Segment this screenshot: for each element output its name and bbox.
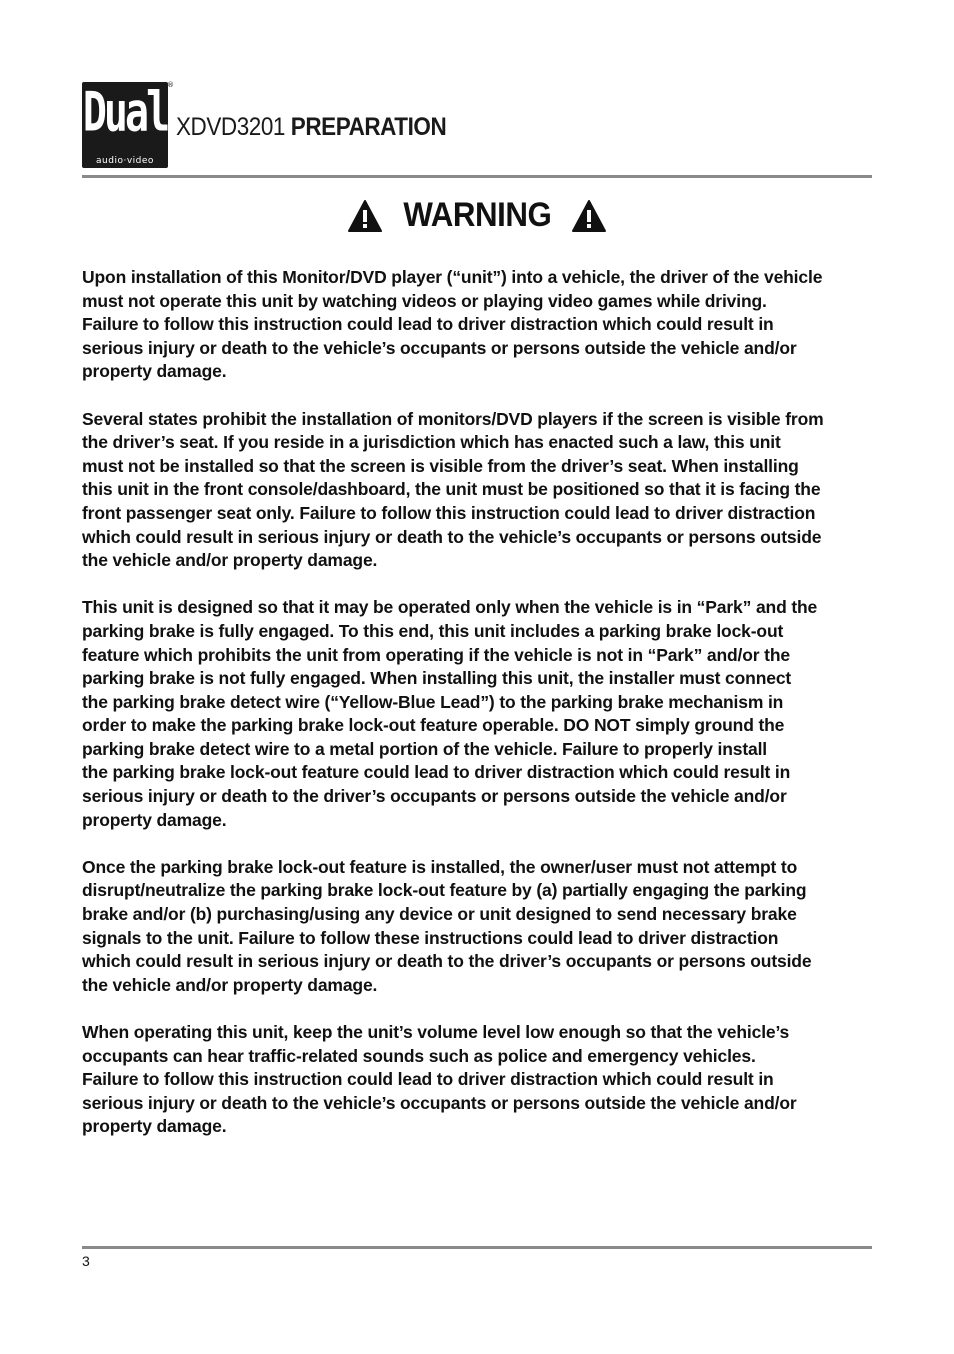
warning-paragraph [82, 408, 874, 573]
paragraph-line: Once the parking brake lock-out feature is installed, the owner/user must not attempt to [82, 856, 798, 877]
dual-logo [82, 82, 168, 168]
paragraph-line: brake and/or (b) purchasing/using any device or unit designed to send necessary brake [82, 904, 797, 925]
paragraph-line: order to make the parking brake lock-out feature operable. DO NOT simply ground the [82, 715, 785, 736]
paragraph-line: the parking brake lock-out feature could lead to driver distraction which could result in [82, 762, 791, 783]
paragraph-line: property damage. [82, 361, 227, 382]
paragraph-line: the driver’s seat. If you reside in a jurisdiction which has enacted such a law, this unit [82, 432, 781, 453]
warning-paragraph [82, 596, 874, 832]
paragraph-line: front passenger seat only. Failure to follow this instruction could lead to driver distraction [82, 502, 816, 523]
paragraph-line: feature which prohibits the unit from operating if the vehicle is not in “Park” and/or the [82, 644, 790, 665]
warning-title: WARNING [403, 196, 551, 234]
paragraph-line: serious injury or death to the vehicle’s occupants or persons outside the vehicle and/or [82, 1092, 797, 1113]
page-number: 3 [82, 1253, 90, 1269]
model-number: XDVD3201 [176, 113, 285, 141]
paragraph-line: parking brake detect wire to a metal portion of the vehicle. Failure to properly install [82, 738, 768, 759]
paragraph-line: which could result in serious injury or death to the driver’s occupants or persons outside [82, 951, 812, 972]
paragraph-line: must not operate this unit by watching videos or playing video games while driving. [82, 290, 767, 311]
paragraph-line: property damage. [82, 1116, 227, 1137]
warning-paragraph [82, 856, 874, 998]
paragraph-line: Several states prohibit the installation of monitors/DVD players if the screen is visible from [82, 408, 824, 429]
section-name: PREPARATION [290, 113, 447, 141]
paragraph-line: property damage. [82, 809, 227, 830]
warning-body [82, 266, 874, 1163]
paragraph-line: Failure to follow this instruction could lead to driver distraction which could result in [82, 314, 774, 335]
warning-triangle-icon [571, 199, 607, 233]
paragraph-line: parking brake is not fully engaged. When installing this unit, the installer must connect [82, 668, 792, 689]
paragraph-line: must not be installed so that the screen is visible from the driver’s seat. When installing [82, 455, 799, 476]
warning-triangle-icon [347, 199, 383, 233]
paragraph-line: Failure to follow this instruction could lead to driver distraction which could result in [82, 1069, 774, 1090]
header-divider [82, 175, 872, 178]
warning-paragraph [82, 1021, 874, 1139]
logo-brand: Dual [82, 81, 168, 145]
paragraph-line: This unit is designed so that it may be operated only when the vehicle is in “Park” and the [82, 597, 818, 618]
paragraph-line: Upon installation of this Monitor/DVD player (“unit”) into a vehicle, the driver of the vehicle [82, 267, 823, 287]
paragraph-line: serious injury or death to the driver’s occupants or persons outside the vehicle and/or [82, 786, 787, 807]
paragraph-line: this unit in the front console/dashboard, the unit must be positioned so that it is facing the [82, 479, 821, 500]
paragraph-line: which could result in serious injury or death to the vehicle’s occupants or persons outside [82, 526, 822, 547]
warning-heading [0, 196, 954, 237]
registered-mark: ® [167, 81, 174, 89]
paragraph-line: disrupt/neutralize the parking brake lock-out feature by (a) partially engaging the parking [82, 880, 807, 901]
page-title [176, 113, 446, 142]
warning-paragraph [82, 266, 874, 384]
paragraph-line: occupants can hear traffic-related sounds such as police and emergency vehicles. [82, 1045, 756, 1066]
logo-tagline: audio·video [96, 156, 154, 166]
paragraph-line: the parking brake detect wire (“Yellow-Blue Lead”) to the parking brake mechanism in [82, 691, 784, 712]
paragraph-line: signals to the unit. Failure to follow these instructions could lead to driver distraction [82, 927, 779, 948]
paragraph-line: parking brake is fully engaged. To this end, this unit includes a parking brake lock-out [82, 620, 784, 641]
paragraph-line: the vehicle and/or property damage. [82, 974, 378, 995]
paragraph-line: serious injury or death to the vehicle’s occupants or persons outside the vehicle and/or [82, 337, 797, 358]
paragraph-line: the vehicle and/or property damage. [82, 550, 378, 571]
footer-divider [82, 1246, 872, 1249]
paragraph-line: When operating this unit, keep the unit’s volume level low enough so that the vehicle’s [82, 1022, 790, 1042]
